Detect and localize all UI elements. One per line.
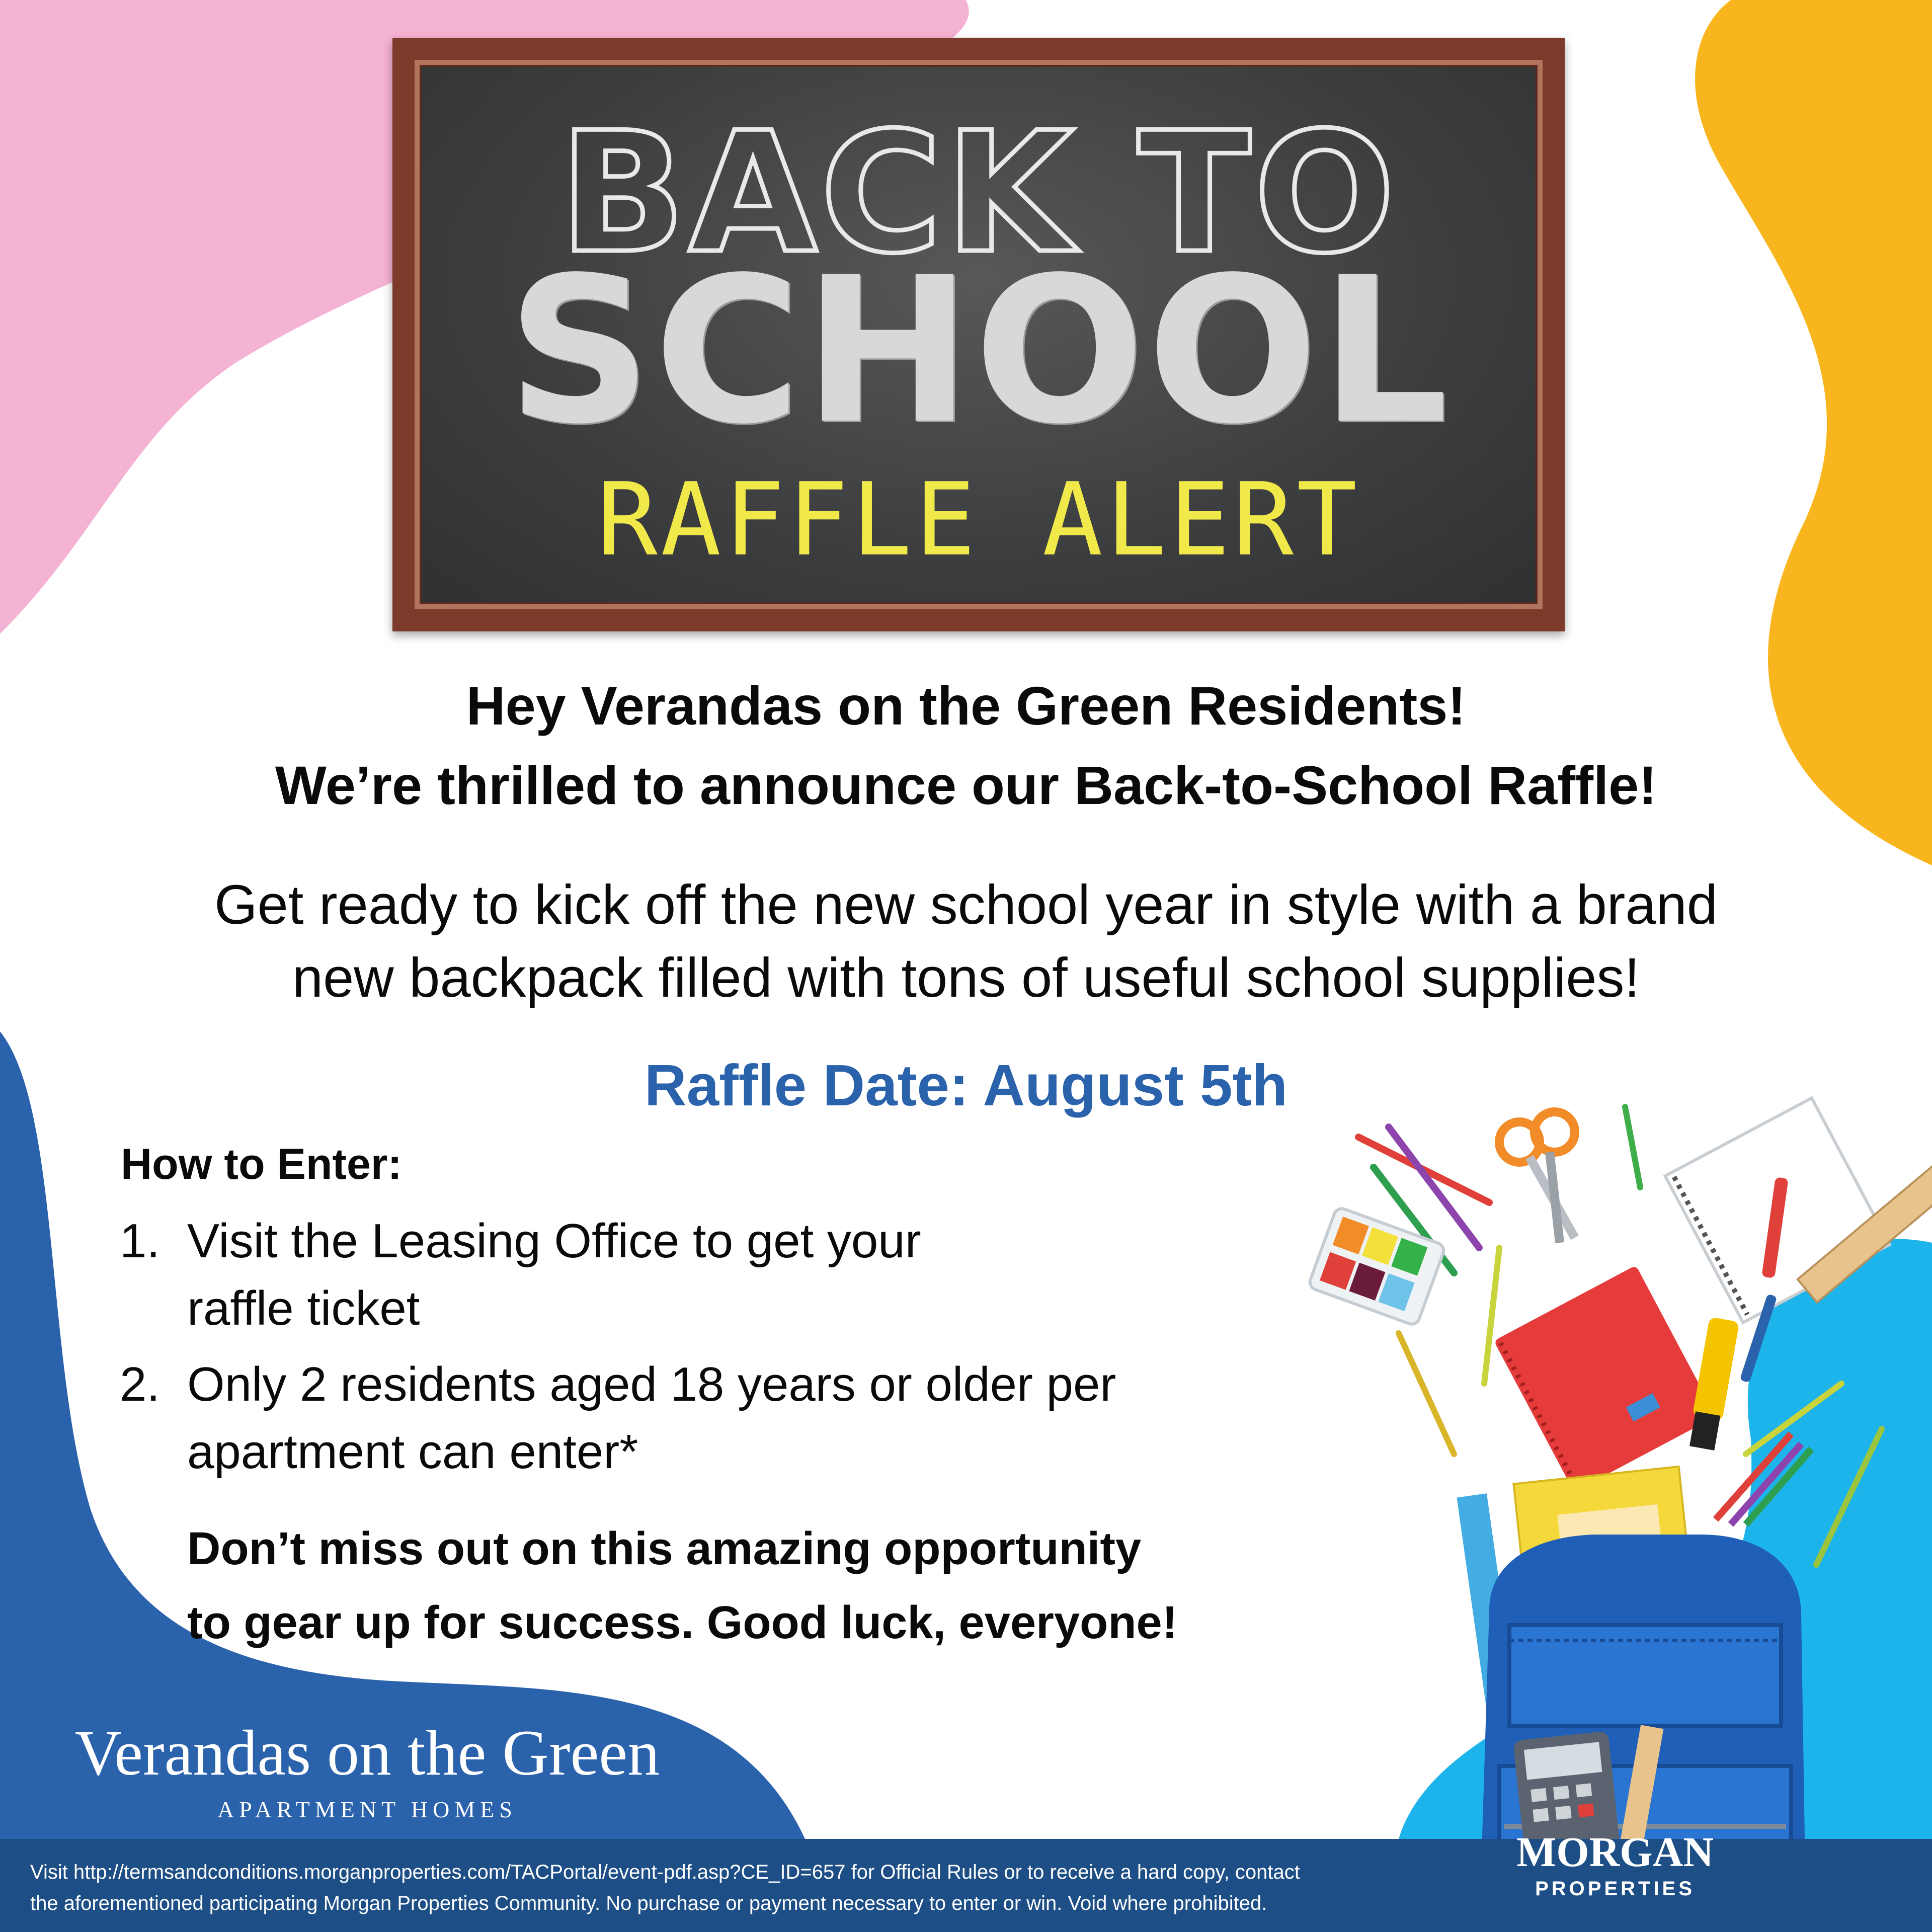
company-logo-subtitle: PROPERTIES (1535, 1878, 1695, 1900)
community-logo-subtitle: APARTMENT HOMES (217, 1797, 517, 1822)
paint-palette-icon (1308, 1206, 1445, 1326)
school-supplies-illustration (1208, 1082, 1932, 1932)
step-1-line-2: raffle ticket (187, 1281, 420, 1336)
raffle-date: Raffle Date: August 5th (644, 1053, 1288, 1118)
chalkboard-line-school: SCHOOL (507, 234, 1451, 468)
disclaimer-line-1: Visit http://termsandconditions.morganproperties.com/TACPortal/event-pdf.asp?CE_ID=657 for Official Rules or to receive a hard copy, contact (30, 1861, 1300, 1883)
intro-line-2: new backpack filled with tons of useful school supplies! (292, 947, 1640, 1009)
disclaimer-line-2: the aforementioned participating Morgan Properties Community. No purchase or payment necessary to enter or win. Void where prohibited. (30, 1892, 1267, 1914)
closing-line-1: Don’t miss out on this amazing opportunity (187, 1523, 1142, 1574)
step-2-text (187, 1351, 1334, 1486)
company-logo-name: MORGAN (1516, 1829, 1714, 1876)
scissors-icon (1499, 1112, 1575, 1243)
step-1-text (187, 1208, 1294, 1343)
chalkboard-sign (392, 38, 1565, 631)
step-2-line-1: Only 2 residents aged 18 years or older per (187, 1357, 1116, 1411)
step-2-number: 2. (120, 1357, 160, 1411)
company-logo (1489, 1831, 1741, 1900)
headline-announcement: We’re thrilled to announce our Back-to-School Raffle! (275, 755, 1657, 816)
red-notebook-icon (1494, 1265, 1716, 1492)
community-logo (65, 1717, 669, 1823)
step-1-number: 1. (120, 1214, 160, 1268)
step-2-line-2: apartment can enter* (187, 1425, 638, 1479)
intro-line-1: Get ready to kick off the new school year in style with a brand (214, 874, 1718, 936)
how-to-enter-title: How to Enter: (121, 1140, 402, 1188)
step-1-line-1: Visit the Leasing Office to get your (187, 1214, 921, 1268)
closing-line-2: to gear up for success. Good luck, everyone! (187, 1597, 1178, 1649)
chalkboard-line-raffle-alert: RAFFLE ALERT (597, 461, 1360, 579)
community-logo-name: Verandas on the Green (74, 1717, 660, 1789)
disclaimer-text (30, 1857, 1489, 1919)
chalkboard-line-back-to: BACK TO (559, 97, 1398, 290)
headline-greeting: Hey Verandas on the Green Residents! (466, 675, 1466, 736)
